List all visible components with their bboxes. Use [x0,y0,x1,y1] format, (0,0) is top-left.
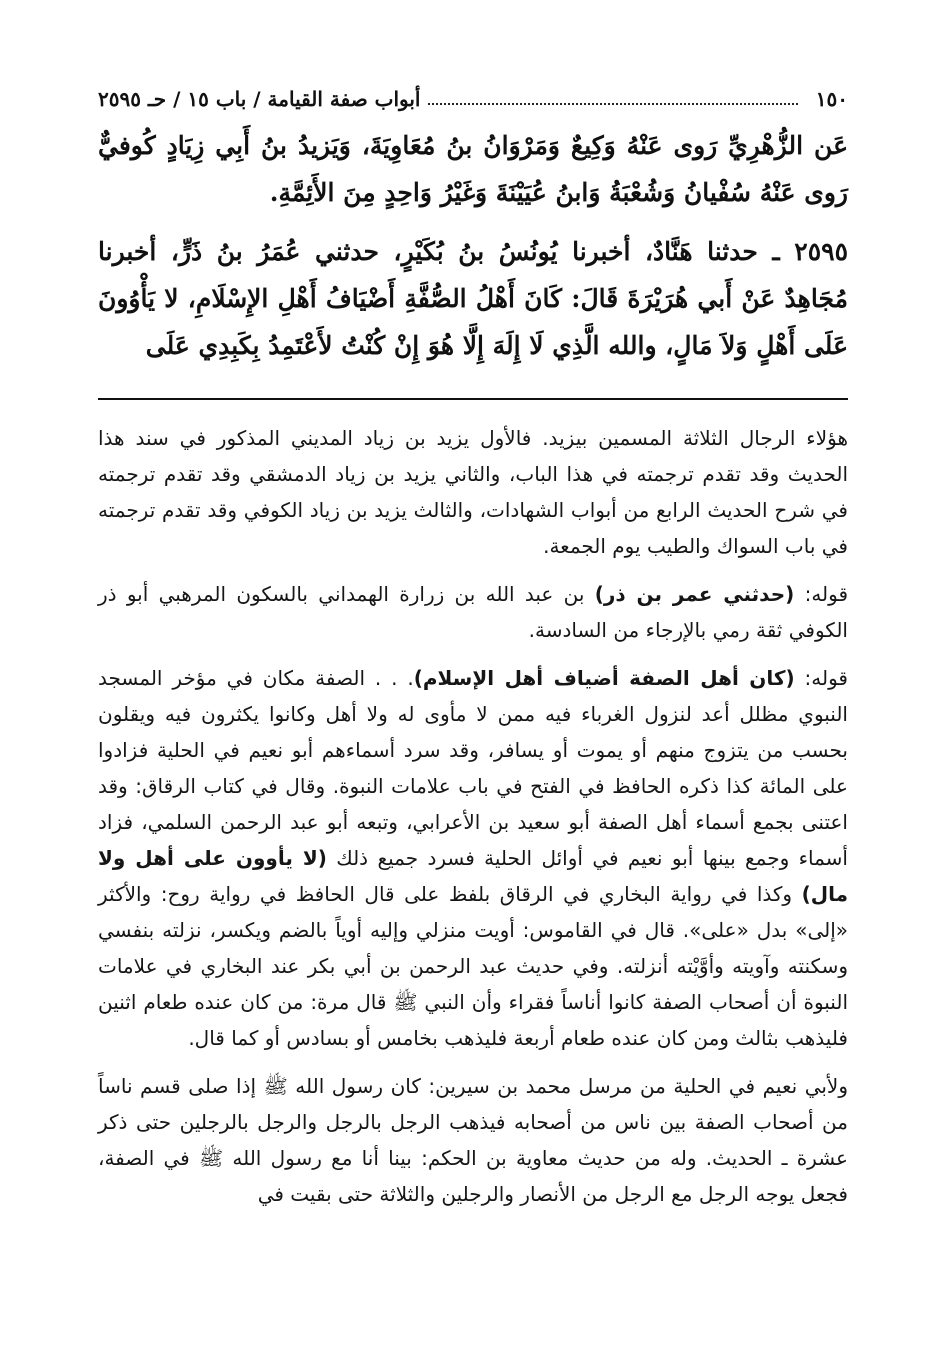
commentary-quote-2: (لا يأوون على أهل ولا مال) [98,846,848,906]
commentary-lead: قوله: [804,666,848,690]
commentary-paragraph-2 [98,576,848,648]
main-text [98,122,848,381]
hadith-text: حدثنا هَنَّادٌ، أخبرنا يُونُسُ بنُ بُكَيْرٍ، حدثني عُمَرُ بنُ ذَرٍّ، أخبرنا مُجَاهِدٌ عَنْ أَبي هُرَيْرَةَ قَالَ: كَانَ أَهْلُ الصُّفَّةِ أَضْيَافُ أَهْلِ الإِسْلَامِ، لا يَأْوُونَ عَلَى أَهْلٍ وَلاَ مَالٍ، والله الَّذِي لَا إِلَهَ إِلَّا هُوَ إِنْ كُنْتُ لأَعْتَمِدُ بِكَبِدِي عَلَى [98,237,848,360]
main-paragraph-2 [98,228,848,369]
commentary-quote: (حدثني عمر بن ذر) [594,582,795,606]
commentary-text-2: وكذا في رواية البخاري في الرقاق بلفظ على قال الحافظ في رواية روح: والأكثر «إلى» بدل «على». قال في القاموس: أويت منزلي وإليه أوياً بالضم ويكسر، نزلته بنفسي وسكنته وآويته وأوَّيْته أنزلته. وفي حديث عبد الرحمن بن أبي بكر عند البخاري في علامات النبوة أن أصحاب الصفة كانوا أناساً فقراء وأن النبي ﷺ قال مرة: من كان عنده طعام اثنين فليذهب بثالث ومن كان عنده طعام أربعة فليذهب بخامس أو بسادس أو كما قال. [98,882,848,1050]
main-paragraph-1: عَن الزُّهْرِيِّ رَوى عَنْهُ وَكِيعٌ وَمَرْوَانُ بنُ مُعَاوِيَةَ، وَيَزيدُ بنُ أَبِي زِيَادٍ كُوفيٌّ رَوى عَنْهُ سُفْيانُ وَشُعْبَةُ وَابنُ عُيَيْنَةَ وَغَيْرُ وَاحِدٍ مِنَ الأَئِمَّةِ. [98,131,848,207]
commentary-quote: (كان أهل الصفة أضياف أهل الإسلام) [413,666,795,690]
footnote-divider [98,398,848,400]
commentary-paragraph-3 [98,660,848,1056]
commentary-text: بن عبد الله بن زرارة الهمداني بالسكون المرهبي أبو ذر الكوفي ثقة رمي بالإرجاء من السادسة. [98,582,848,642]
header-dotted-leader [428,103,797,105]
commentary-paragraph-4: ولأبي نعيم في الحلية من مرسل محمد بن سيرين: كان رسول الله ﷺ إذا صلى قسم ناساً من أصحاب الصفة بين ناس من أصحابه فيذهب الرجل بالرجل والرجل بالرجلين حتى ذكر عشرة ـ الحديث. وله من حديث معاوية بن الحكم: بينا أنا مع رسول الله ﷺ في الصفة، فجعل يوجه الرجل مع الرجل من الأنصار والرجلين والثلاثة حتى بقيت في [98,1074,848,1206]
commentary-lead: قوله: [804,582,849,606]
page-number: ١٥٠ [815,87,848,111]
hadith-number: ٢٥٩٥ ـ [772,237,848,266]
commentary [98,420,848,1224]
page-header [98,82,848,116]
commentary-text: . . . الصفة مكان في مؤخر المسجد النبوي مظلل أعد لنزول الغرباء فيه ممن لا مأوى له ولا أهل وكانوا يكثرون فيه ويقلون بحسب من يتزوج منهم أو يموت أو يسافر، وقد سرد أسماءهم أبو نعيم في الحلية فزادوا على المائة كذا ذكره الحافظ في الفتح في باب علامات النبوة. وقال في كتاب الرقاق: وقد اعتنى بجمع أسماء أهل الصفة أبو سعيد بن الأعرابي، وتبعه أبو عبد الرحمن السلمي، فزاد أسماء وجمع بينها أبو نعيم في أوائل الحلية فسرد جميع ذلك [98,666,848,870]
running-title: أبواب صفة القيامة / باب ١٥ / حـ ٢٥٩٥ [98,87,421,111]
commentary-paragraph-1: هؤلاء الرجال الثلاثة المسمين بيزيد. فالأول يزيد بن زياد المديني المذكور في سند هذا الحديث وقد تقدم ترجمته في هذا الباب، والثاني يزيد بن زياد الدمشقي وقد تقدم ترجمته في شرح الحديث الرابع من أبواب الشهادات، والثالث يزيد بن زياد الكوفي وقد تقدم ترجمته في باب السواك والطيب يوم الجمعة. [98,426,848,558]
